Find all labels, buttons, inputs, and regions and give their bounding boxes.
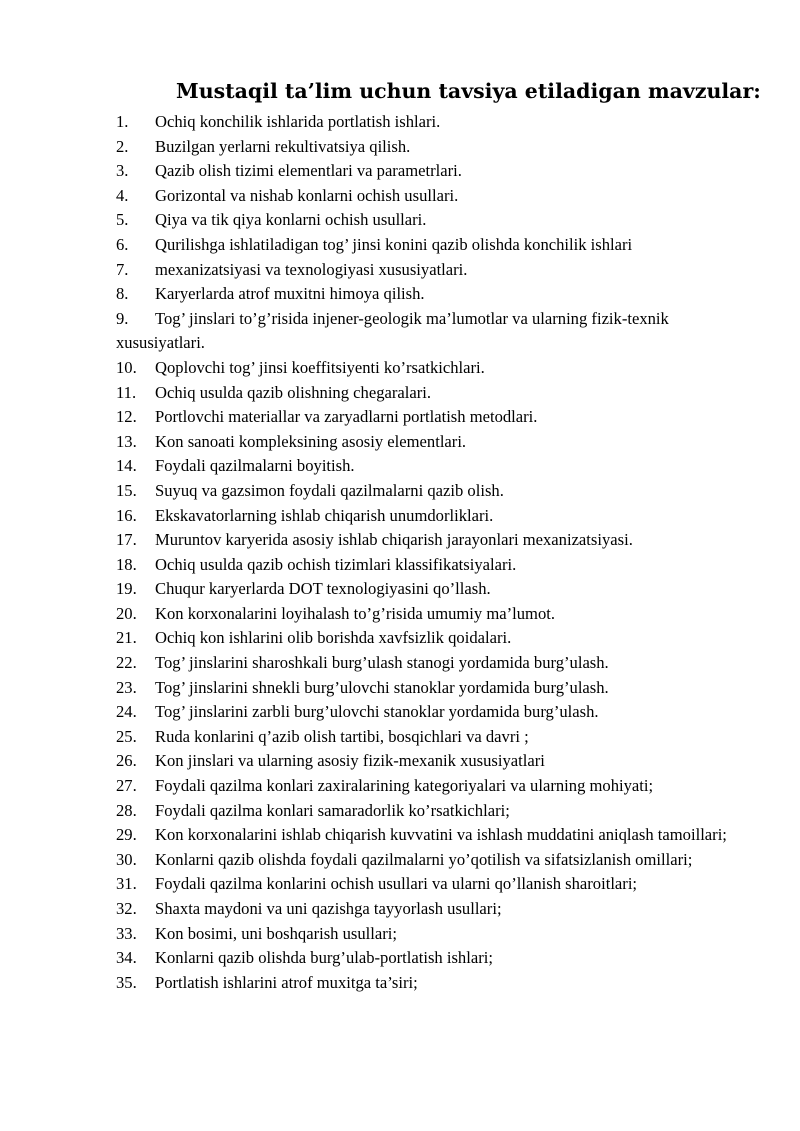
item-number: 30. [116,849,137,869]
item-number: 1. [116,112,129,131]
item-number: 33. [116,923,137,943]
item-text: Qurilishga ishlatiladigan tog’ jinsi konini qazib olishda konchilik ishlari [155,234,633,254]
list-item [116,848,756,873]
list-item [116,626,756,651]
item-number: 21. [116,628,137,648]
list-item [116,208,756,233]
item-number: 8. [116,284,129,304]
item-text: Ochiq konchilik ishlarida portlatish ishlari. [155,112,441,131]
item-text: Chuqur karyerlarda DOT texnologiyasini qo’llash. [155,579,491,599]
item-text: Qazib olish tizimi elementlari va parametrlari. [155,161,462,181]
item-number: 31. [116,874,137,894]
list-item [116,602,756,627]
item-number: 27. [116,776,137,796]
item-text: Tog’ jinslarini zarbli burg’ulovchi stanoklar yordamida burg’ulash. [155,702,599,722]
list-item [116,307,756,356]
item-number: 29. [116,825,137,845]
item-text: Tog’ jinslari to’g’risida injener-geologik ma’lumotlar va ularning fizik-texnik xususiyatlari. [116,308,669,353]
item-text: Qoplovchi tog’ jinsi koeffitsiyenti ko’rsatkichlari. [155,357,485,377]
list-item [116,676,756,701]
list-item [116,282,756,307]
item-number: 35. [116,972,137,992]
list-item [116,725,756,750]
item-text: Gorizontal va nishab konlarni ochish usullari. [155,185,459,205]
item-text: Tog’ jinslarini sharoshkali burg’ulash stanogi yordamida burg’ulash. [155,653,609,673]
item-text: Konlarni qazib olishda burg’ulab-portlatish ishlari; [155,948,493,968]
item-number: 2. [116,136,129,156]
item-text: Tog’ jinslarini shnekli burg’ulovchi stanoklar yordamida burg’ulash. [155,677,609,697]
list-item [116,184,756,209]
list-item [116,799,756,824]
list-item [116,528,756,553]
item-text: Kon sanoati kompleksining asosiy elementlari. [155,431,467,451]
item-number: 34. [116,948,137,968]
list-item [116,381,756,406]
list-item [116,258,756,283]
item-number: 18. [116,554,137,574]
item-text: mexanizatsiyasi va texnologiyasi xususiyatlari. [155,259,468,279]
list-item [116,946,756,971]
topic-list [116,110,756,995]
item-text: Kon jinslari va ularning asosiy fizik-mexanik xususiyatlari [155,751,545,771]
item-number: 14. [116,456,137,476]
list-item [116,651,756,676]
list-item [116,823,756,848]
list-item [116,454,756,479]
item-number: 19. [116,579,137,599]
item-text: Konlarni qazib olishda foydali qazilmalarni yo’qotilish va sifatsizlanish omillari; [155,849,693,869]
item-text: Muruntov karyerida asosiy ishlab chiqarish jarayonlari mexanizatsiyasi. [155,530,633,550]
list-item [116,971,756,996]
item-text: Ochiq usulda qazib olishning chegaralari. [155,382,432,402]
list-item [116,479,756,504]
item-text: Ruda konlarini q’azib olish tartibi, bosqichlari va davri ; [155,726,529,746]
item-text: Ochiq kon ishlarini olib borishda xavfsizlik qoidalari. [155,628,512,648]
item-text: Qiya va tik qiya konlarni ochish usullari. [155,210,427,230]
list-item [116,233,756,258]
item-number: 23. [116,677,137,697]
item-number: 28. [116,800,137,820]
item-number: 22. [116,653,137,673]
item-number: 25. [116,726,137,746]
item-text: Ekskavatorlarning ishlab chiqarish unumdorliklari. [155,505,494,525]
list-item [116,922,756,947]
item-text: Buzilgan yerlarni rekultivatsiya qilish. [155,136,411,156]
list-item [116,897,756,922]
item-number: 32. [116,899,137,918]
item-text: Kon korxonalarini ishlab chiqarish kuvvatini va ishlash muddatini aniqlash tamoillari; [155,825,727,845]
page-title: Mustaqil ta’lim uchun tavsiya etiladigan mavzular: [176,79,761,103]
item-text: Karyerlarda atrof muxitni himoya qilish. [155,284,425,304]
item-number: 11. [116,382,137,402]
list-item [116,872,756,897]
item-number: 26. [116,751,137,771]
item-number: 13. [116,431,137,451]
item-text: Portlovchi materiallar va zaryadlarni portlatish metodlari. [155,407,538,427]
item-text: Suyuq va gazsimon foydali qazilmalarni qazib olish. [155,480,504,500]
item-number: 17. [116,530,137,550]
list-item [116,577,756,602]
list-item [116,110,756,135]
list-item [116,774,756,799]
list-item [116,700,756,725]
list-item [116,159,756,184]
item-number: 4. [116,185,129,205]
item-number: 16. [116,505,137,525]
item-text: Kon bosimi, uni boshqarish usullari; [155,923,397,943]
item-text: Foydali qazilma konlarini ochish usullari va ularni qo’llanish sharoitlari; [155,874,638,894]
list-item [116,430,756,455]
item-number: 20. [116,603,137,623]
item-number: 9. [116,308,129,328]
item-number: 24. [116,702,137,722]
item-text: Foydali qazilma konlari zaxiralarining kategoriyalari va ularning mohiyati; [155,776,654,796]
item-number: 5. [116,210,129,230]
item-text: Portlatish ishlarini atrof muxitga ta’siri; [155,972,418,992]
item-text: Ochiq usulda qazib ochish tizimlari klassifikatsiyalari. [155,554,517,574]
item-number: 12. [116,407,137,427]
item-number: 15. [116,480,137,500]
list-item [116,356,756,381]
list-item [116,405,756,430]
list-item [116,135,756,160]
item-text: Kon korxonalarini loyihalash to’g’risida umumiy ma’lumot. [155,603,556,623]
item-number: 7. [116,259,129,279]
item-text: Shaxta maydoni va uni qazishga tayyorlash usullari; [155,899,502,918]
item-text: Foydali qazilma konlari samaradorlik ko’rsatkichlari; [155,800,510,820]
item-text: Foydali qazilmalarni boyitish. [155,456,355,476]
item-number: 6. [116,234,129,254]
list-item [116,749,756,774]
list-item [116,553,756,578]
list-item [116,504,756,529]
item-number: 3. [116,161,129,181]
item-number: 10. [116,357,137,377]
